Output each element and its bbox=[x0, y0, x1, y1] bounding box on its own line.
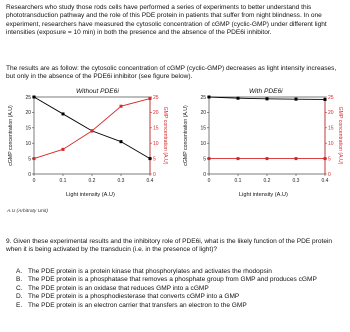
data-point bbox=[120, 140, 123, 143]
y-tick-label-right: 20 bbox=[328, 110, 334, 117]
y-tick-label-left: 15 bbox=[200, 125, 206, 132]
y-tick-label-left: 0 bbox=[203, 171, 206, 178]
y-tick-label-left: 20 bbox=[25, 110, 31, 117]
y-tick-label-left: 15 bbox=[25, 125, 31, 132]
data-point bbox=[91, 129, 94, 132]
y-tick-label-left: 25 bbox=[25, 94, 31, 101]
y-tick-label-right: 10 bbox=[328, 141, 334, 147]
data-point bbox=[237, 97, 240, 100]
option-letter: B. bbox=[16, 276, 23, 284]
option-b[interactable] bbox=[6, 276, 344, 284]
answer-options bbox=[6, 268, 344, 310]
data-point bbox=[33, 157, 36, 160]
option-text: The PDE protein is a phosphodiesterase that converts cGMP into a GMP bbox=[28, 293, 240, 301]
option-letter: A. bbox=[16, 268, 23, 275]
y-tick-label-right: 5 bbox=[153, 156, 156, 163]
data-point bbox=[33, 96, 36, 99]
option-a[interactable] bbox=[6, 268, 344, 276]
chart-xlabel-with: Light intensity (A.U) bbox=[239, 192, 288, 198]
x-tick-label: 0.2 bbox=[88, 178, 96, 184]
y-tick-label-left: 5 bbox=[203, 156, 206, 163]
x-tick-label: 0.4 bbox=[321, 178, 329, 184]
y-tick-label-left: 10 bbox=[25, 141, 31, 147]
data-point bbox=[266, 97, 269, 100]
x-tick-label: 0.1 bbox=[59, 178, 67, 184]
y-tick-label-right: 0 bbox=[153, 171, 156, 178]
plot-frame bbox=[34, 97, 150, 174]
y-tick-label-right: 20 bbox=[153, 110, 159, 117]
data-point bbox=[266, 157, 269, 160]
y-tick-label-right: 0 bbox=[328, 171, 331, 178]
chart-xlabel-without: Light intensity (A.U) bbox=[66, 192, 115, 198]
option-c[interactable] bbox=[6, 285, 344, 293]
data-point bbox=[62, 112, 65, 115]
data-point bbox=[324, 98, 327, 101]
question-text: 9. Given these experimental results and the inhibitory role of PDE6i, what is the likely function of the PDE protein when it is being activated by the transducin (i.e. in the presence of light)? bbox=[6, 238, 333, 254]
option-d[interactable] bbox=[6, 293, 344, 301]
y-tick-label-left: 0 bbox=[28, 171, 31, 178]
option-e[interactable] bbox=[6, 302, 344, 310]
option-text: The PDE protein is an electron carrier that transfers an electron to the GMP bbox=[28, 301, 247, 309]
x-tick-label: 0.3 bbox=[117, 178, 125, 184]
data-point bbox=[62, 148, 65, 151]
chart-without-pde6i bbox=[0, 88, 175, 208]
y-tick-label-left: 5 bbox=[28, 156, 31, 163]
y-tick-label-left: 25 bbox=[200, 94, 206, 101]
y-tick-label-right: 5 bbox=[328, 156, 331, 163]
x-tick-label: 0.2 bbox=[263, 178, 271, 184]
option-text: The PDE protein is an oxidase that reduces GMP into a cGMP bbox=[28, 284, 209, 292]
data-point bbox=[149, 157, 152, 160]
y-tick-label-right: 25 bbox=[153, 94, 159, 101]
x-tick-label: 0 bbox=[32, 178, 36, 184]
series-line bbox=[34, 97, 150, 159]
x-tick-label: 0 bbox=[207, 178, 211, 184]
data-point bbox=[208, 96, 211, 99]
x-tick-label: 0.3 bbox=[292, 178, 300, 184]
y-axis-label-right: GMP concentration (A.U) bbox=[337, 106, 343, 165]
option-text: The PDE protein is a protein kinase that phosphorylates and activates the rhodopsin bbox=[28, 268, 272, 275]
plot-frame bbox=[209, 97, 325, 174]
option-letter: D. bbox=[16, 293, 23, 301]
y-tick-label-left: 20 bbox=[200, 110, 206, 117]
data-point bbox=[295, 98, 298, 101]
data-point bbox=[295, 157, 298, 160]
y-tick-label-right: 15 bbox=[328, 125, 334, 132]
data-point bbox=[237, 157, 240, 160]
data-point bbox=[120, 105, 123, 108]
y-tick-label-left: 10 bbox=[200, 141, 206, 147]
chart-title-without: Without PDE6i bbox=[76, 88, 119, 95]
chart-title-with: With PDE6i bbox=[249, 88, 283, 95]
chart-with-pde6i bbox=[175, 88, 350, 208]
x-tick-label: 0.4 bbox=[146, 178, 154, 184]
intro-paragraph: Researchers who study those rods cells have performed a series of experiments to better understand this phototransduction pathway and the role of this PDE protein in patients that suffer from night blindness. In one experiment, researchers have measured the cytosolic concentration of cGMP (cyclic-GMP) under different light intensities (exposure = 10 min) in both the presence and the absence of the PDE6i inhibitor. bbox=[6, 4, 327, 37]
data-point bbox=[324, 157, 327, 160]
option-letter: E. bbox=[16, 301, 23, 309]
x-tick-label: 0.1 bbox=[234, 178, 242, 184]
unit-note: A.U (Arbitraty Unit) bbox=[7, 209, 49, 214]
results-paragraph: The results are as follow: the cytosolic concentration of cGMP (cyclic-GMP) decreases as light intensity increases, but only in the absence of the PDE6i inhibitor (see figure below). bbox=[6, 65, 337, 81]
y-axis-label-right: GMP concentration (A.U) bbox=[162, 106, 168, 165]
data-point bbox=[149, 97, 152, 100]
y-axis-label-left: cGMP concentration (A.U) bbox=[8, 105, 14, 166]
y-tick-label-right: 10 bbox=[153, 141, 159, 147]
option-letter: C. bbox=[16, 284, 23, 292]
y-tick-label-right: 15 bbox=[153, 125, 159, 132]
y-tick-label-right: 25 bbox=[328, 94, 334, 101]
data-point bbox=[208, 157, 211, 160]
option-text: The PDE protein is a phosphatase that removes a phosphate group from GMP and produces cGMP bbox=[28, 276, 317, 284]
y-axis-label-left: cGMP concentration (A.U) bbox=[183, 105, 189, 166]
